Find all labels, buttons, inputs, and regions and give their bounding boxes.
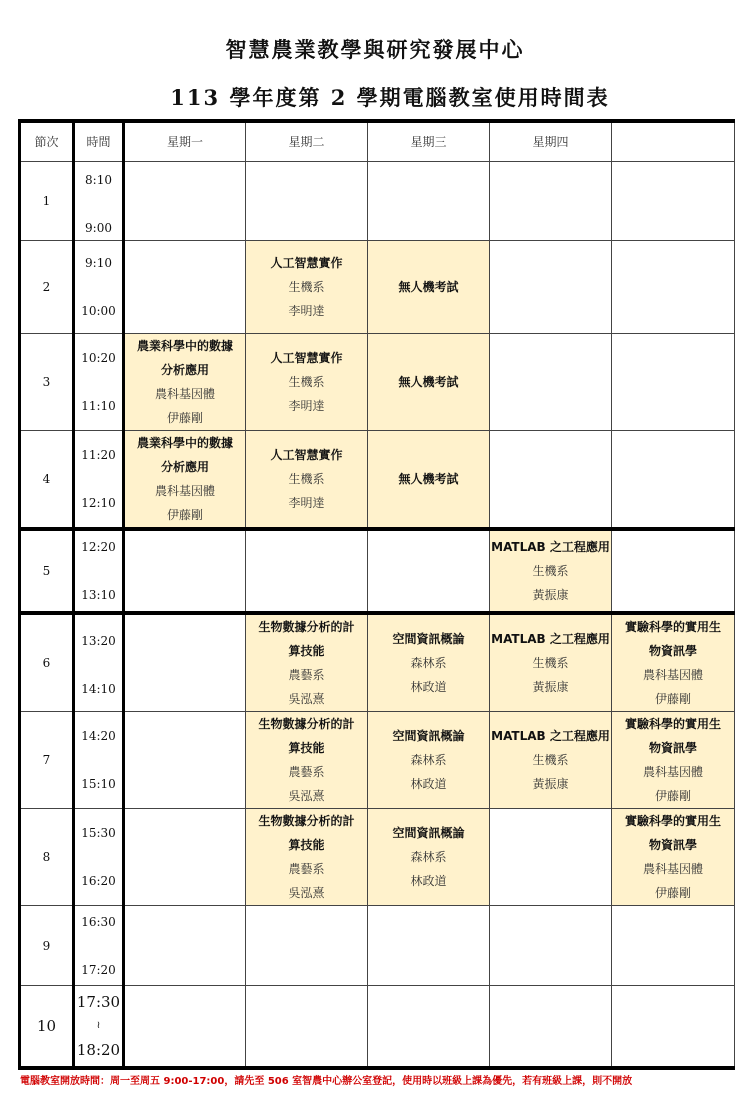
course-ai[interactable] xyxy=(246,334,368,431)
slot-mon[interactable] xyxy=(124,241,246,334)
period-number: 3 xyxy=(20,334,74,431)
course-name: MATLAB 之工程應用 xyxy=(491,729,610,743)
table-row xyxy=(20,712,735,809)
course-teacher: 吳泓熹 xyxy=(288,692,325,706)
course-dept: 農科基因體 xyxy=(154,387,215,401)
course-exp-bio[interactable] xyxy=(612,809,735,906)
course-matlab[interactable] xyxy=(490,529,612,613)
course-dept: 農科基因體 xyxy=(642,862,703,876)
period-number: 1 xyxy=(20,162,74,241)
slot-mon[interactable] xyxy=(124,809,246,906)
course-teacher: 李明達 xyxy=(288,399,325,413)
course-dept: 生機系 xyxy=(532,564,569,578)
slot-thu[interactable] xyxy=(490,241,612,334)
course-name-line2: 物資訊學 xyxy=(648,741,697,755)
course-teacher: 林政道 xyxy=(410,680,447,694)
header-time: 時間 xyxy=(74,121,124,162)
course-teacher: 李明達 xyxy=(288,304,325,318)
time-start: 14:20 xyxy=(81,729,116,743)
course-name: 空間資訊概論 xyxy=(392,826,465,840)
course-dept: 農藝系 xyxy=(288,862,325,876)
course-teacher: 吳泓熹 xyxy=(288,789,325,803)
course-spatial[interactable] xyxy=(368,613,490,712)
period-time xyxy=(74,906,124,986)
course-name: 空間資訊概論 xyxy=(392,632,465,646)
course-matlab[interactable] xyxy=(490,712,612,809)
schedule-table xyxy=(18,119,735,1070)
slot-thu[interactable] xyxy=(490,986,612,1068)
course-teacher: 伊藤剛 xyxy=(166,411,203,425)
course-dept: 農科基因體 xyxy=(642,668,703,682)
course-name: 無人機考試 xyxy=(398,375,459,389)
period-time xyxy=(74,809,124,906)
time-start: 17:30 xyxy=(76,992,121,1011)
course-agri-data[interactable] xyxy=(124,334,246,431)
course-dept: 森林系 xyxy=(410,656,447,670)
time-end: 10:00 xyxy=(81,304,116,318)
page-title: 智慧農業教學與研究發展中心 xyxy=(225,37,525,62)
table-row xyxy=(20,529,735,613)
slot-wed[interactable] xyxy=(368,906,490,986)
period-number: 8 xyxy=(20,809,74,906)
period-time xyxy=(74,712,124,809)
course-name-line2: 分析應用 xyxy=(160,460,209,474)
course-name-line1: 生物數據分析的計 xyxy=(258,814,355,828)
period-time xyxy=(74,334,124,431)
course-name-line2: 算技能 xyxy=(288,644,325,658)
header-tue: 星期二 xyxy=(246,121,368,162)
slot-fri[interactable] xyxy=(612,986,735,1068)
slot-tue[interactable] xyxy=(246,986,368,1068)
table-row xyxy=(20,906,735,986)
slot-tue[interactable] xyxy=(246,529,368,613)
time-start: 13:20 xyxy=(81,634,116,648)
time-start: 10:20 xyxy=(81,351,116,365)
course-dept: 生機系 xyxy=(288,280,325,294)
course-name: 人工智慧實作 xyxy=(270,256,343,270)
footer-note: 電腦教室開放時間：周一至周五 9:00-17:00，請先至 506 室智農中心辦公室登記，使用時以班級上課為優先，若有班級上課，則不開放 xyxy=(20,1076,633,1087)
time-end: 17:20 xyxy=(81,963,116,977)
course-teacher: 黃振康 xyxy=(532,588,569,602)
time-start: 16:30 xyxy=(81,915,116,929)
course-dept: 農科基因體 xyxy=(154,484,215,498)
slot-fri[interactable] xyxy=(612,906,735,986)
course-name: MATLAB 之工程應用 xyxy=(491,632,610,646)
slot-mon[interactable] xyxy=(124,529,246,613)
period-time xyxy=(74,529,124,613)
course-teacher: 伊藤剛 xyxy=(166,508,203,522)
time-end: 13:10 xyxy=(81,588,116,602)
course-name-line2: 分析應用 xyxy=(160,363,209,377)
time-end: 18:20 xyxy=(76,1040,121,1059)
course-dept: 生機系 xyxy=(288,472,325,486)
time-start: 11:20 xyxy=(81,448,116,462)
slot-tue[interactable] xyxy=(246,906,368,986)
course-ai[interactable] xyxy=(246,241,368,334)
slot-fri[interactable] xyxy=(612,529,735,613)
course-agri-data[interactable] xyxy=(124,431,246,530)
course-dept: 生機系 xyxy=(532,753,569,767)
period-time xyxy=(74,986,124,1068)
table-row xyxy=(20,162,735,241)
time-separator: ≀ xyxy=(96,1019,101,1031)
course-teacher: 林政道 xyxy=(410,874,447,888)
course-exp-bio[interactable] xyxy=(612,712,735,809)
table-row xyxy=(20,809,735,906)
course-teacher: 吳泓熹 xyxy=(288,886,325,900)
header-period: 節次 xyxy=(20,121,74,162)
slot-mon[interactable] xyxy=(124,906,246,986)
slot-mon[interactable] xyxy=(124,986,246,1068)
slot-thu[interactable] xyxy=(490,162,612,241)
course-name: MATLAB 之工程應用 xyxy=(491,540,610,554)
course-teacher: 黃振康 xyxy=(532,777,569,791)
slot-thu[interactable] xyxy=(490,334,612,431)
slot-wed[interactable] xyxy=(368,529,490,613)
course-matlab[interactable] xyxy=(490,613,612,712)
course-teacher: 伊藤剛 xyxy=(654,886,691,900)
time-start: 15:30 xyxy=(81,826,116,840)
course-name: 人工智慧實作 xyxy=(270,351,343,365)
course-name-line1: 實驗科學的實用生 xyxy=(624,814,721,828)
course-teacher: 黃振康 xyxy=(532,680,569,694)
header-wed: 星期三 xyxy=(368,121,490,162)
slot-mon[interactable] xyxy=(124,162,246,241)
table-row xyxy=(20,431,735,530)
course-drone[interactable] xyxy=(368,241,490,334)
period-number: 4 xyxy=(20,431,74,530)
slot-wed[interactable] xyxy=(368,162,490,241)
period-number: 10 xyxy=(20,986,74,1068)
course-name-line1: 實驗科學的實用生 xyxy=(624,620,721,634)
time-start: 12:20 xyxy=(81,540,116,554)
slot-fri[interactable] xyxy=(612,241,735,334)
course-exp-bio[interactable] xyxy=(612,613,735,712)
header-fri xyxy=(612,121,735,162)
course-name-line1: 農業科學中的數據 xyxy=(136,436,233,450)
course-dept: 農藝系 xyxy=(288,765,325,779)
course-teacher: 伊藤剛 xyxy=(654,789,691,803)
time-start: 9:10 xyxy=(85,256,112,270)
period-time xyxy=(74,431,124,530)
course-name: 無人機考試 xyxy=(398,472,459,486)
course-teacher: 李明達 xyxy=(288,496,325,510)
course-name-line1: 生物數據分析的計 xyxy=(258,620,355,634)
time-end: 11:10 xyxy=(81,399,116,413)
course-name-line2: 算技能 xyxy=(288,741,325,755)
period-number: 2 xyxy=(20,241,74,334)
slot-fri[interactable] xyxy=(612,334,735,431)
header-mon: 星期一 xyxy=(124,121,246,162)
course-teacher: 林政道 xyxy=(410,777,447,791)
time-end: 16:20 xyxy=(81,874,116,888)
course-spatial[interactable] xyxy=(368,809,490,906)
period-number: 5 xyxy=(20,529,74,613)
course-name-line2: 物資訊學 xyxy=(648,644,697,658)
slot-mon[interactable] xyxy=(124,613,246,712)
time-start: 8:10 xyxy=(85,173,112,187)
course-spatial[interactable] xyxy=(368,712,490,809)
slot-thu[interactable] xyxy=(490,431,612,530)
slot-thu[interactable] xyxy=(490,906,612,986)
slot-mon[interactable] xyxy=(124,712,246,809)
period-number: 9 xyxy=(20,906,74,986)
course-ai[interactable] xyxy=(246,431,368,530)
course-name-line2: 算技能 xyxy=(288,838,325,852)
course-name: 人工智慧實作 xyxy=(270,448,343,462)
period-time xyxy=(74,241,124,334)
time-end: 12:10 xyxy=(81,496,116,510)
course-name-line1: 實驗科學的實用生 xyxy=(624,717,721,731)
page-subtitle: 113 學年度第 2 學期電腦教室使用時間表 xyxy=(170,85,610,110)
time-end: 15:10 xyxy=(81,777,116,791)
course-name: 空間資訊概論 xyxy=(392,729,465,743)
course-dept: 農科基因體 xyxy=(642,765,703,779)
slot-fri[interactable] xyxy=(612,162,735,241)
course-dept: 生機系 xyxy=(532,656,569,670)
course-name: 無人機考試 xyxy=(398,280,459,294)
course-drone[interactable] xyxy=(368,431,490,530)
course-dept: 森林系 xyxy=(410,753,447,767)
period-number: 7 xyxy=(20,712,74,809)
table-row xyxy=(20,986,735,1068)
slot-wed[interactable] xyxy=(368,986,490,1068)
course-name-line2: 物資訊學 xyxy=(648,838,697,852)
course-dept: 森林系 xyxy=(410,850,447,864)
course-drone[interactable] xyxy=(368,334,490,431)
course-dept: 生機系 xyxy=(288,375,325,389)
course-bio-data[interactable] xyxy=(246,712,368,809)
period-number: 6 xyxy=(20,613,74,712)
header-thu: 星期四 xyxy=(490,121,612,162)
table-row xyxy=(20,241,735,334)
table-row xyxy=(20,613,735,712)
time-end: 14:10 xyxy=(81,682,116,696)
course-dept: 農藝系 xyxy=(288,668,325,682)
slot-tue[interactable] xyxy=(246,162,368,241)
slot-fri[interactable] xyxy=(612,431,735,530)
table-row xyxy=(20,334,735,431)
course-teacher: 伊藤剛 xyxy=(654,692,691,706)
course-bio-data[interactable] xyxy=(246,613,368,712)
header-row xyxy=(20,121,735,162)
period-time xyxy=(74,613,124,712)
period-time xyxy=(74,162,124,241)
course-name-line1: 農業科學中的數據 xyxy=(136,339,233,353)
time-end: 9:00 xyxy=(85,221,112,235)
course-bio-data[interactable] xyxy=(246,809,368,906)
slot-thu[interactable] xyxy=(490,809,612,906)
course-name-line1: 生物數據分析的計 xyxy=(258,717,355,731)
